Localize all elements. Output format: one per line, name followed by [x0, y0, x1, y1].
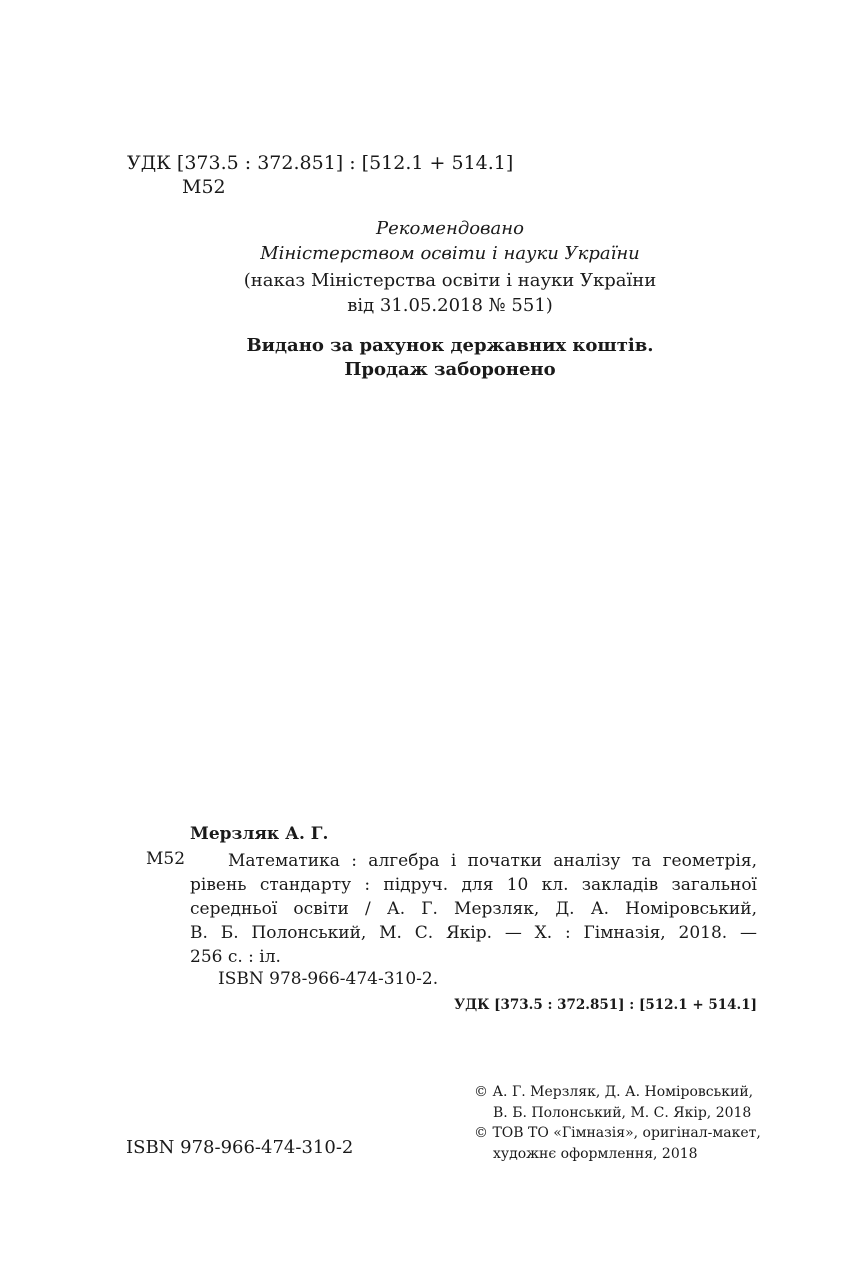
- copyright-block: [474, 1082, 784, 1164]
- bib-line: середньої освіти / А. Г. Мерзляк, Д. А. Номіровський,: [190, 899, 757, 919]
- bib-line: рівень стандарту : підруч. для 10 кл. закладів загальної: [190, 875, 757, 895]
- author-mark-header: М52: [182, 176, 226, 198]
- copyright-line: В. Б. Полонський, М. С. Якір, 2018: [493, 1104, 752, 1121]
- sale-prohibited-notice: Продаж заборонено: [344, 359, 556, 380]
- bib-line: Математика : алгебра і початки аналізу та геометрія,: [228, 851, 757, 871]
- copyright-line: художнє оформлення, 2018: [493, 1145, 698, 1162]
- copyright-line: © А. Г. Мерзляк, Д. А. Номіровський,: [474, 1084, 754, 1100]
- recommendation-line-2: Міністерством освіти і науки України: [260, 243, 640, 264]
- bib-udc: УДК [373.5 : 372.851] : [512.1 + 514.1]: [454, 997, 757, 1013]
- bib-author-mark: М52: [146, 849, 186, 869]
- recommendation-line-1: Рекомендовано: [376, 218, 524, 239]
- funding-notice: Видано за рахунок державних коштів.: [246, 335, 654, 356]
- recommendation-line-3: (наказ Міністерства освіти і науки України: [243, 270, 657, 291]
- recommendation-line-4: від 31.05.2018 № 551): [347, 295, 553, 316]
- isbn-footer: ISBN 978-966-474-310-2: [126, 1137, 354, 1158]
- copyright-line: © ТОВ ТО «Гімназія», оригінал-макет,: [474, 1125, 761, 1141]
- bib-author: Мерзляк А. Г.: [190, 824, 329, 844]
- bib-line: В. Б. Полонський, М. С. Якір. — Х. : Гімназія, 2018. —: [190, 923, 757, 943]
- bib-description: [190, 849, 757, 969]
- bib-line: 256 с. : іл.: [190, 947, 281, 967]
- udc-code-header: УДК [373.5 : 372.851] : [512.1 + 514.1]: [127, 152, 514, 174]
- bib-isbn: ISBN 978-966-474-310-2.: [218, 969, 439, 989]
